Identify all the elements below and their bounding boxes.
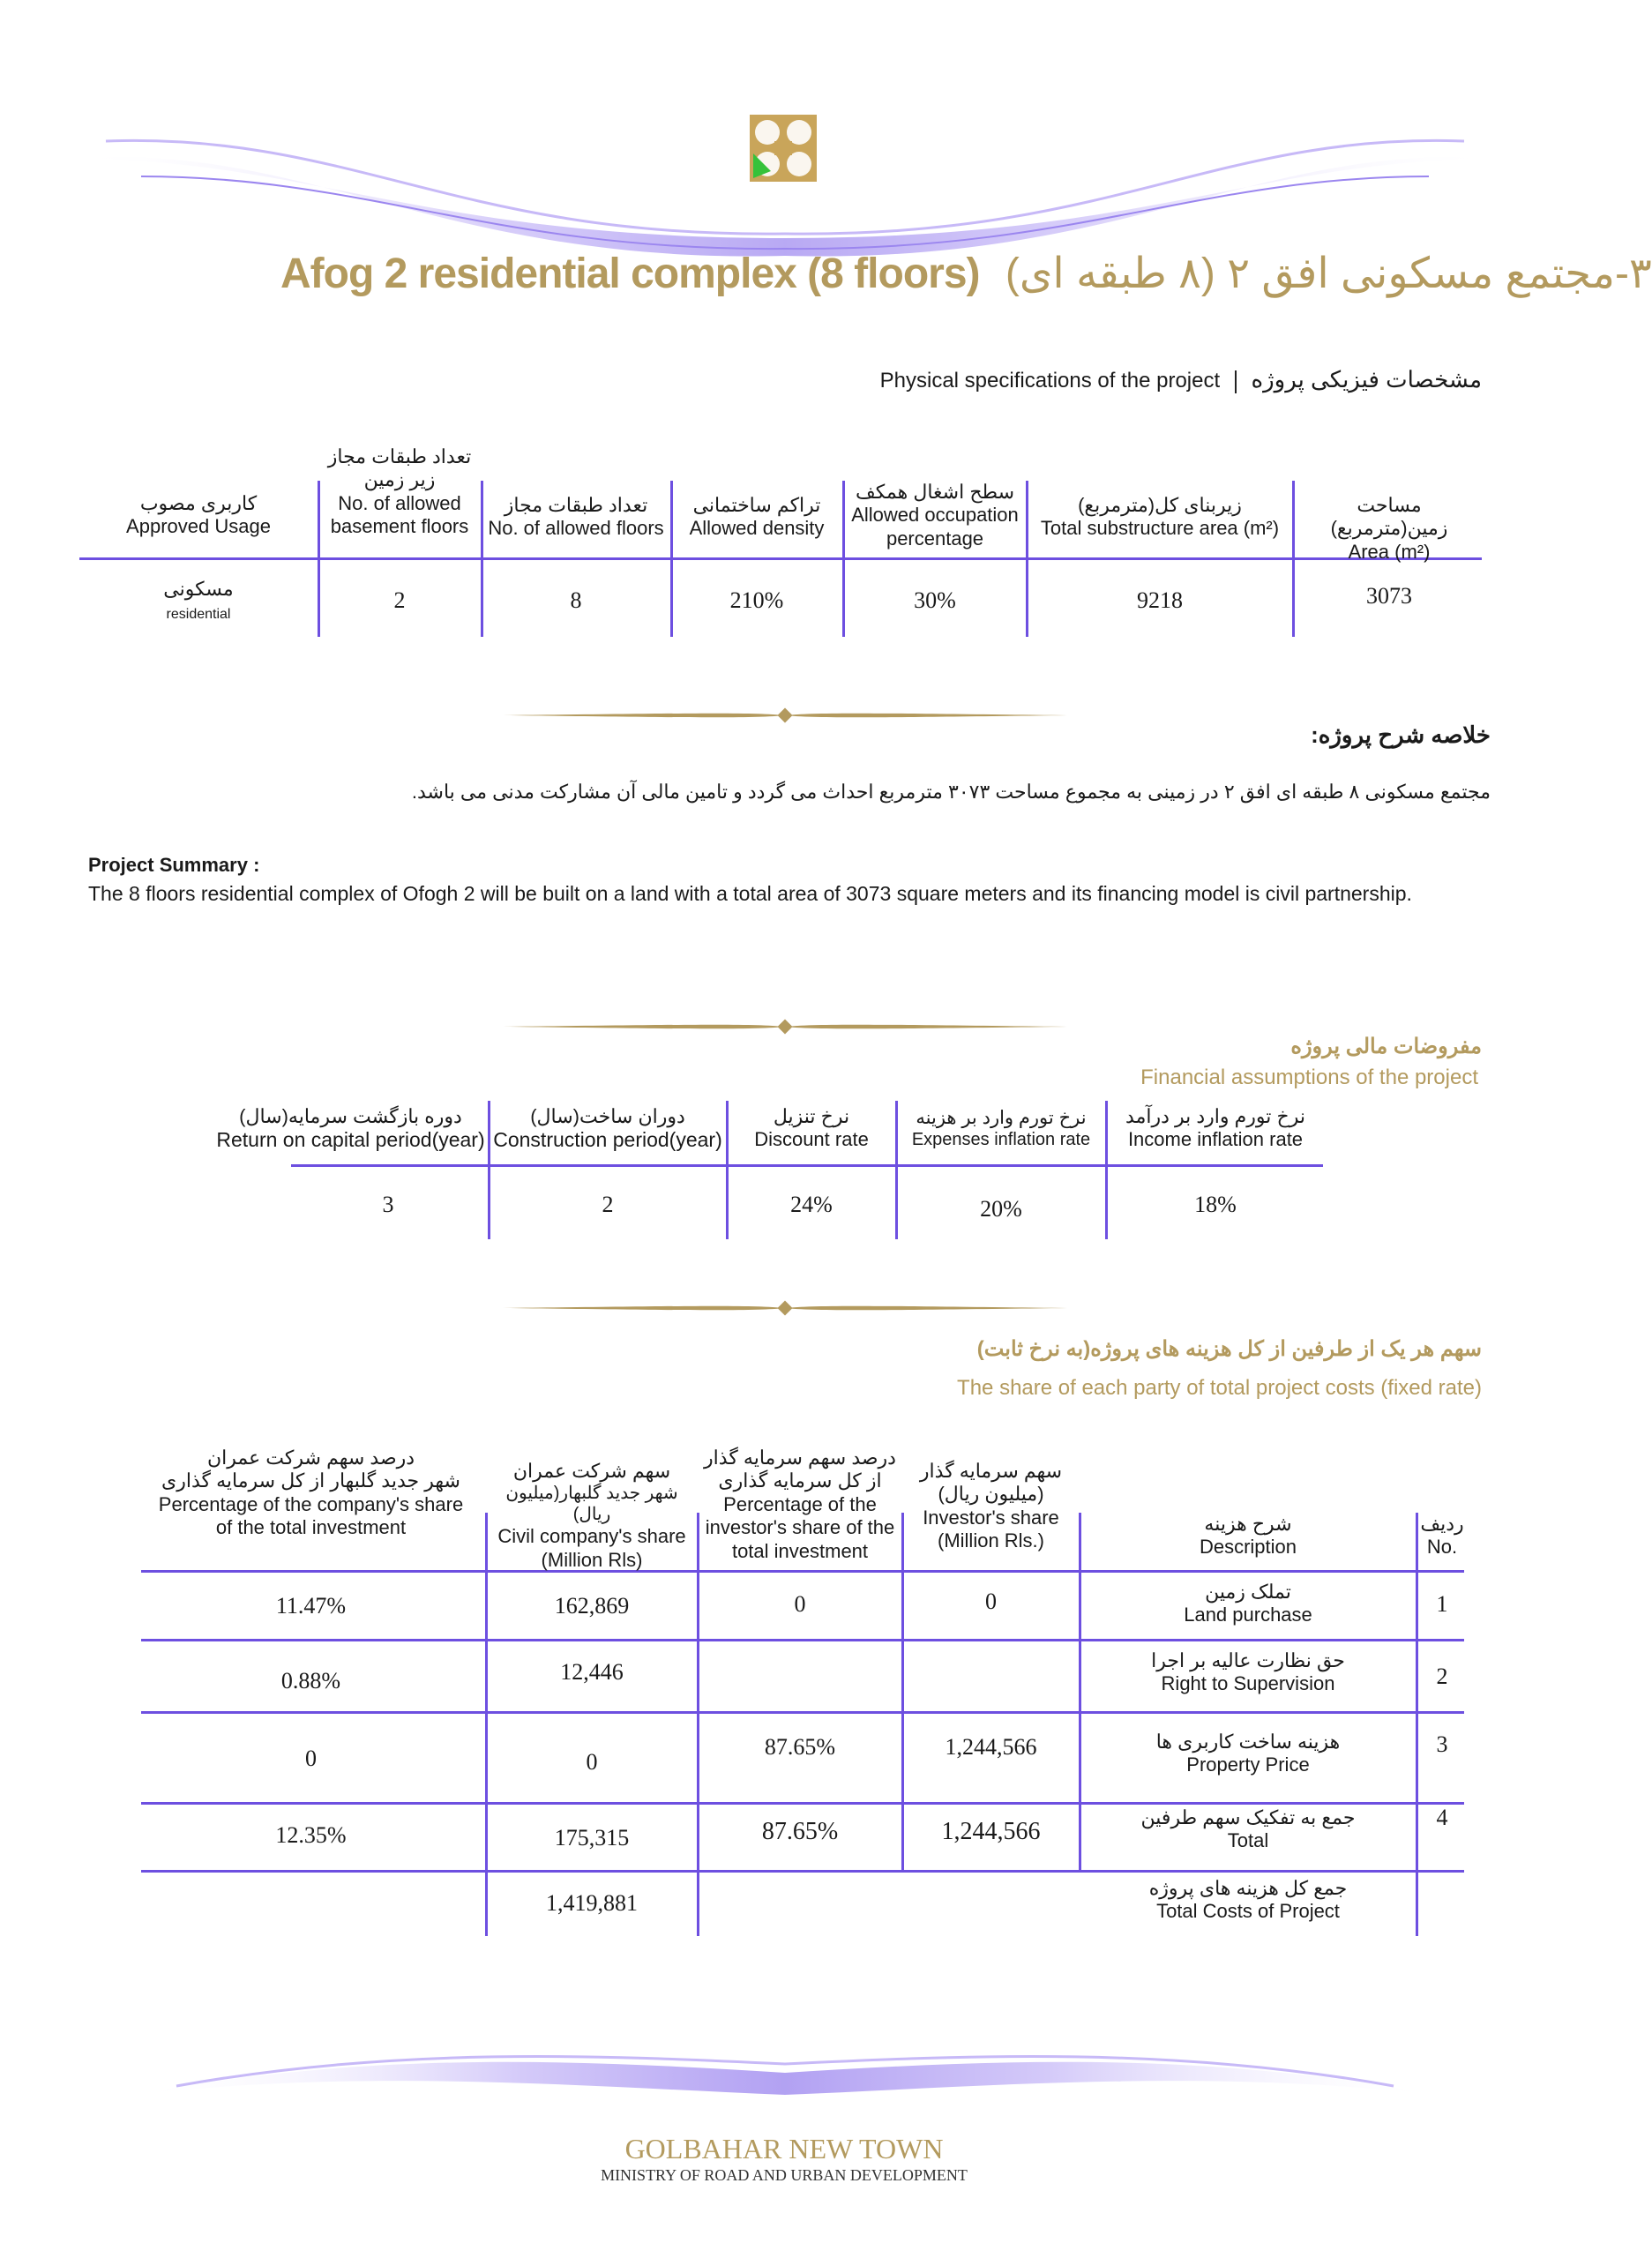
fin-value-construction: 2 [602, 1192, 614, 1217]
total-description [1083, 1877, 1413, 1924]
value-density: 210% [729, 587, 784, 613]
fin-header-expenses-en: Expenses inflation rate [911, 1130, 1091, 1150]
value-occupation: 30% [914, 587, 956, 613]
header-occupation-en: Allowed occupation percentage [851, 504, 1019, 550]
fin-header-income-en: Income inflation rate [1127, 1128, 1304, 1151]
row3-investor: 1,244,566 [945, 1734, 1037, 1760]
row2-company: 12,446 [560, 1659, 624, 1685]
header-area-fa: مساحت زمین(مترمربع) [1330, 494, 1448, 540]
fin-header-income-fa: نرخ تورم وارد بر درآمد [1125, 1105, 1305, 1127]
row4-company-pct: 12.35% [275, 1822, 347, 1848]
value-area: 3073 [1366, 583, 1412, 609]
row4-description-en: Total [1227, 1829, 1269, 1852]
fin-value-return: 3 [382, 1192, 394, 1217]
row3-description-en: Property Price [1186, 1753, 1310, 1776]
value-usage [84, 578, 313, 624]
row4-investor-pct: 87.65% [761, 1818, 839, 1845]
footer-wave [0, 2033, 1569, 2148]
ornament-divider [503, 1303, 1067, 1313]
value-usage-fa: مسکونی [163, 578, 234, 600]
page-title-en: Afog 2 residential complex (8 floors) [280, 250, 980, 297]
row3-company-pct: 0 [305, 1746, 317, 1771]
share-header-company-pct-fa2: شهر جدید گلبهار از کل سرمایه گذاری [161, 1469, 460, 1492]
financial-heading-en: Financial assumptions of the project [1140, 1065, 1478, 1089]
row1-description-en: Land purchase [1184, 1604, 1312, 1626]
row4-investor: 1,244,566 [941, 1818, 1041, 1845]
share-header-investor-pct-en: Percentage of the investor's share of the total investment [705, 1492, 895, 1562]
fin-header-discount-fa: نرخ تنزیل [773, 1105, 850, 1127]
row3-company: 0 [586, 1749, 598, 1775]
header-substructure [1030, 494, 1289, 541]
header-area-en: Area (m²) [1348, 540, 1431, 563]
row4-description [1083, 1806, 1413, 1853]
fin-header-return-fa: دوره بازگشت سرمایه(سال) [239, 1105, 462, 1127]
total-description-en: Total Costs of Project [1156, 1900, 1340, 1923]
fin-header-income [1110, 1105, 1321, 1152]
header-usage [84, 492, 313, 539]
share-header-description-fa: شرح هزینه [1204, 1513, 1292, 1535]
footer-line2: MINISTRY OF ROAD AND URBAN DEVELOPMENT [601, 2166, 968, 2184]
row2-description-en: Right to Supervision [1161, 1672, 1335, 1695]
financial-heading-fa: مفروضات مالی پروژه [1290, 1035, 1482, 1058]
row2-company-pct: 0.88% [280, 1668, 341, 1694]
header-occupation-fa: سطح اشغال همکف [856, 481, 1014, 503]
page-title [280, 249, 1652, 302]
row1-description [1083, 1581, 1413, 1627]
fin-header-return [216, 1105, 485, 1153]
row1-description-fa: تملک زمین [1205, 1581, 1291, 1603]
header-usage-fa: کاربری مصوب [139, 492, 258, 514]
fin-header-expenses-fa: نرخ تورم وارد بر هزینه [916, 1108, 1087, 1128]
header-density-en: Allowed density [689, 517, 825, 540]
ornament-divider [503, 1021, 1067, 1032]
row2-description [1083, 1649, 1413, 1696]
share-header-no-fa: ردیف [1420, 1513, 1464, 1535]
summary-heading-fa: خلاصه شرح پروژه: [1311, 722, 1491, 748]
row4-description-fa: جمع به تفکیک سهم طرفین [1140, 1806, 1356, 1828]
row1-no: 1 [1436, 1591, 1448, 1617]
row3-investor-pct: 87.65% [764, 1734, 836, 1760]
share-header-company-fa2: شهر جدید گلبهار(میلیون ریال) [505, 1484, 678, 1525]
header-density [675, 494, 839, 541]
fin-value-expenses: 20% [980, 1196, 1022, 1222]
row1-investor-pct: 0 [794, 1591, 806, 1617]
total-value: 1,419,881 [546, 1890, 638, 1916]
header-substructure-fa: زیربنای کل(مترمربع) [1078, 494, 1242, 516]
share-header-investor-en: Investor's share (Million Rls.) [923, 1506, 1059, 1552]
header-floors [485, 494, 667, 541]
share-header-company [490, 1460, 694, 1572]
fin-value-income: 18% [1194, 1192, 1237, 1217]
row1-investor: 0 [985, 1589, 997, 1614]
total-description-fa: جمع کل هزینه های پروژه [1148, 1877, 1348, 1899]
header-basement-fa: تعداد طبقات مجاز زیر زمین [327, 445, 472, 491]
fin-header-expenses [900, 1107, 1103, 1150]
share-header-investor [906, 1460, 1076, 1553]
share-header-investor-fa2: (میلیون ریال) [938, 1483, 1044, 1506]
share-header-investor-pct [701, 1447, 899, 1563]
share-heading-fa: سهم هر یک از طرفین از کل هزینه های پروژه(به نرخ ثابت) [976, 1337, 1482, 1361]
header-floors-en: No. of allowed floors [488, 517, 664, 540]
footer-line1: GOLBAHAR NEW TOWN [624, 2133, 944, 2165]
share-heading-en: The share of each party of total project costs (fixed rate) [957, 1376, 1482, 1400]
share-header-investor-pct-fa2: از کل سرمایه گذاری [718, 1469, 882, 1492]
share-header-company-en: Civil company's share (Million Rls) [497, 1525, 686, 1571]
header-substructure-en: Total substructure area (m²) [1040, 517, 1280, 540]
row4-company: 175,315 [554, 1825, 630, 1851]
row2-no: 2 [1436, 1664, 1448, 1689]
fin-header-construction [492, 1105, 723, 1153]
share-header-description [1083, 1513, 1413, 1559]
row3-description-fa: هزینه ساخت کاربری ها [1155, 1731, 1341, 1753]
header-area [1297, 494, 1482, 564]
fin-header-discount-en: Discount rate [754, 1128, 869, 1151]
value-floors: 8 [570, 587, 582, 613]
fin-header-construction-en: Construction period(year) [493, 1128, 722, 1152]
share-header-no [1420, 1513, 1464, 1559]
page-title-fa: ۳-مجتمع مسکونی افق ۲ (۸ طبقه ای) [1005, 250, 1652, 297]
header-usage-en: Approved Usage [126, 515, 271, 538]
share-header-company-pct [141, 1447, 481, 1540]
share-header-company-fa1: سهم شرکت عمران [512, 1460, 671, 1482]
share-header-company-pct-fa1: درصد سهم شرکت عمران [206, 1447, 415, 1469]
share-header-description-en: Description [1199, 1536, 1297, 1559]
share-header-investor-pct-fa1: درصد سهم سرمایه گذار [704, 1447, 896, 1469]
fin-value-discount: 24% [790, 1192, 833, 1217]
header-density-fa: تراکم ساختمانی [692, 494, 821, 516]
share-header-investor-fa1: سهم سرمایه گذار [919, 1460, 1063, 1482]
header-basement [323, 445, 476, 539]
share-header-company-pct-en: Percentage of the company's share of the total investment [158, 1492, 464, 1539]
value-basement: 2 [393, 587, 406, 613]
row4-no: 4 [1436, 1805, 1448, 1830]
value-substructure: 9218 [1137, 587, 1183, 613]
header-occupation [847, 481, 1023, 550]
row3-description [1083, 1731, 1413, 1777]
row1-company: 162,869 [554, 1593, 630, 1619]
summary-heading-en: Project Summary : [88, 854, 260, 876]
header-floors-fa: تعداد طبقات مجاز [504, 494, 648, 516]
row1-company-pct: 11.47% [275, 1593, 347, 1619]
row2-description-fa: حق نظارت عالیه بر اجرا [1151, 1649, 1345, 1671]
ornament-divider [503, 710, 1067, 721]
fin-header-return-en: Return on capital period(year) [216, 1128, 485, 1152]
summary-text-fa: مجتمع مسکونی ۸ طبقه ای افق ۲ در زمینی به مجموع مساحت ۳۰۷۳ مترمربع احداث می گردد و تامین مالی آن مشارکت مدنی می باشد. [411, 781, 1491, 803]
value-usage-en: residential [166, 607, 231, 623]
physical-heading [847, 366, 1482, 396]
fin-header-construction-fa: دوران ساخت(سال) [530, 1105, 685, 1127]
row3-no: 3 [1436, 1731, 1448, 1757]
logo-icon [741, 113, 829, 183]
header-basement-en: No. of allowed basement floors [330, 491, 469, 538]
physical-heading-fa: مشخصات فیزیکی پروژه [1251, 366, 1482, 393]
share-header-no-en: No. [1426, 1536, 1458, 1559]
summary-text-en: The 8 floors residential complex of Ofogh 2 will be built on a land with a total area of 3073 square meters and its financing model is civil partnership. [88, 882, 1412, 905]
physical-heading-en: Physical specifications of the project [879, 369, 1221, 393]
fin-header-discount [730, 1105, 893, 1152]
